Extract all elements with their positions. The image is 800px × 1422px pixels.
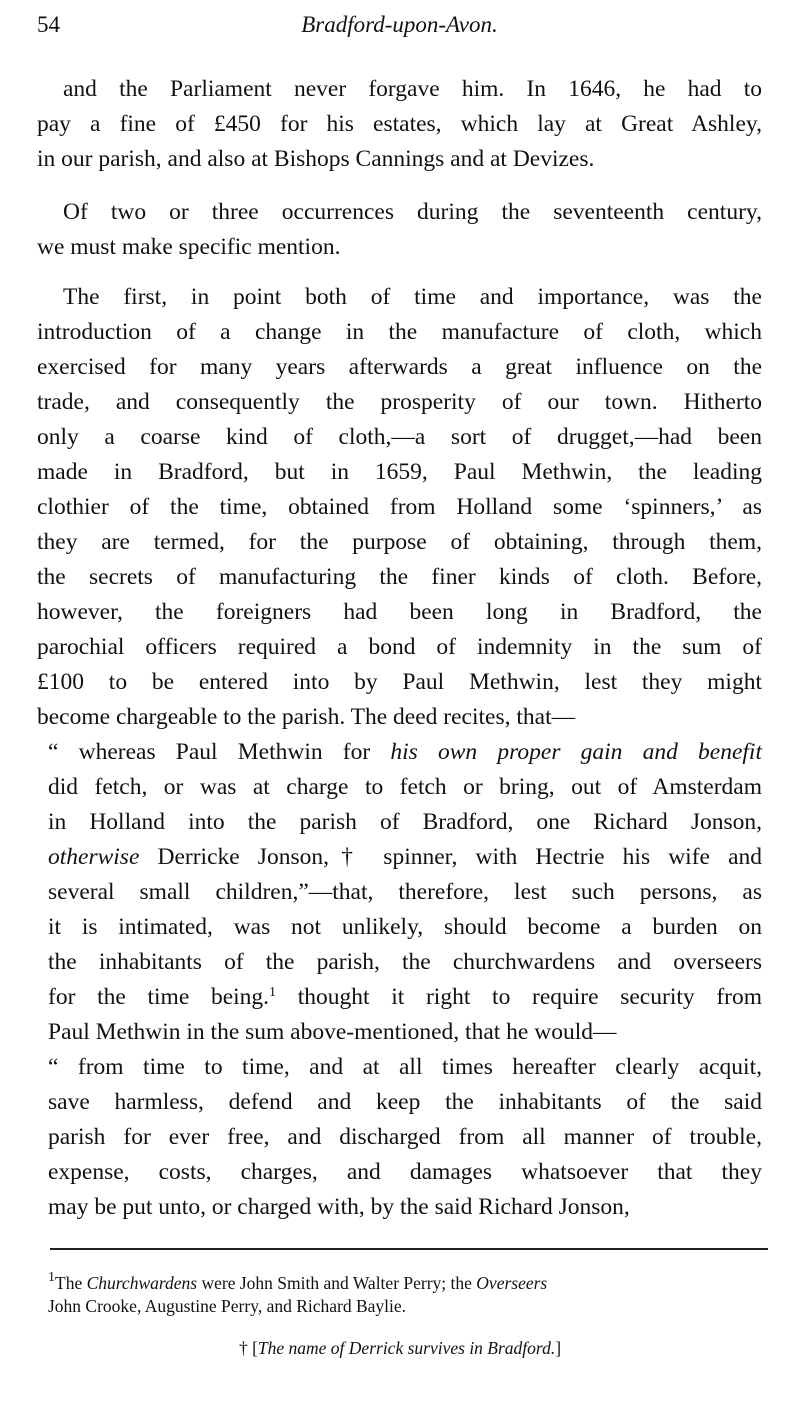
text-run: The first, in point both of time and importance, was the [63,284,762,310]
text-run: parochial officers required a bond of indemnity in the sum of [37,634,762,660]
text-line [48,877,762,907]
text-line [37,492,762,522]
text-run: may be put unto, or charged with, by the said Richard Jonson, [48,1194,630,1220]
footnote-line [40,1336,760,1360]
text-run: we must make specific mention. [37,234,341,260]
text-run: thought it right to require security from [276,984,762,1010]
text-line [63,282,762,312]
text-run: exercised for many years afterwards a great influence on the [37,354,762,380]
text-line [48,947,762,977]
text-run: “ whereas Paul Methwin for [48,739,391,765]
text-line [48,1122,762,1152]
text-run: become chargeable to the parish. The deed recites, that— [37,704,576,730]
text-line [37,562,762,592]
text-line [48,842,762,872]
page-number: 54 [37,12,60,37]
text-run: however, the foreigners had been long in Bradford, the [37,599,762,625]
text-line [37,109,762,139]
italic-text: otherwise [48,844,140,870]
text-run: in Holland into the parish of Bradford, one Richard Jonson, [48,809,762,835]
text-line [37,387,762,417]
text-run: £100 to be entered into by Paul Methwin, lest they might [37,669,762,695]
text-run: save harmless, defend and keep the inhabitants of the said [48,1089,762,1115]
text-run: Of two or three occurrences during the seventeenth century, [63,199,762,225]
text-line [48,1017,762,1047]
text-run: expense, costs, charges, and damages whatsoever that they [48,1159,762,1185]
text-line [37,702,762,732]
text-line [37,352,762,382]
footnote-ref: 1 [48,1270,55,1285]
text-line [37,632,762,662]
text-run: parish for ever free, and discharged from all manner of trouble, [48,1124,762,1150]
running-header [37,12,762,42]
text-run: only a coarse kind of cloth,—a sort of drugget,—had been [37,424,762,450]
text-run: did fetch, or was at charge to fetch or bring, out of Amsterdam [48,774,762,800]
text-line [37,667,762,697]
text-line [48,982,762,1012]
footnote-line [48,1294,768,1318]
text-run: “ from time to time, and at all times hereafter clearly acquit, [48,1054,762,1080]
italic-text: Overseers [476,1273,548,1293]
text-line [63,197,762,227]
text-line [37,457,762,487]
text-line [48,1052,762,1082]
italic-text: Churchwardens [86,1273,198,1293]
text-run: John Crooke, Augustine Perry, and Richard Baylie. [48,1296,407,1316]
text-run: made in Bradford, but in 1659, Paul Methwin, the leading [37,459,762,485]
text-line [37,527,762,557]
footnote-ref: 1 [269,985,277,1000]
text-run: trade, and consequently the prosperity of our town. Hitherto [37,389,762,415]
text-run: it is intimated, was not unlikely, should become a burden on [48,914,762,940]
text-run: ] [555,1338,562,1358]
text-line [37,597,762,627]
text-line [37,422,762,452]
text-run: and the Parliament never forgave him. In 1646, he had to [63,76,762,102]
text-run: several small children,”—that, therefore, lest such persons, as [48,879,762,905]
italic-text: his own proper gain and benefit [390,739,762,765]
text-line [48,1192,762,1222]
text-run: Derricke Jonson,† spinner, with Hectrie his wife and [139,844,762,870]
text-line [63,74,762,104]
italic-text: The name of Derrick survives in Bradford. [257,1338,556,1358]
text-run: were John Smith and Walter Perry; the [197,1273,477,1293]
text-run: The [55,1273,87,1293]
text-run: for the time being. [48,984,270,1010]
text-run: clothier of the time, obtained from Holland some ‘spinners,’ as [37,494,762,520]
text-run: they are termed, for the purpose of obtaining, through them, [37,529,762,555]
text-run: Paul Methwin in the sum above-mentioned, that he would— [48,1019,617,1045]
text-run: in our parish, and also at Bishops Cannings and at Devizes. [37,146,595,172]
running-title: Bradford-upon-Avon. [301,12,498,37]
text-line [37,317,762,347]
text-run: introduction of a change in the manufacture of cloth, which [37,319,762,345]
text-line [37,232,762,262]
text-run: the secrets of manufacturing the finer kinds of cloth. Before, [37,564,762,590]
text-line [48,737,762,767]
text-line [48,772,762,802]
text-line [48,1087,762,1117]
footnote-line [48,1271,768,1295]
text-line [48,912,762,942]
text-line [48,807,762,837]
text-run: † [ [238,1338,258,1358]
text-line [48,1157,762,1187]
text-run: pay a fine of £450 for his estates, which lay at Great Ashley, [37,111,762,137]
text-line [37,144,762,174]
text-run: the inhabitants of the parish, the churchwardens and overseers [48,949,762,975]
footnote-divider [50,1248,768,1250]
